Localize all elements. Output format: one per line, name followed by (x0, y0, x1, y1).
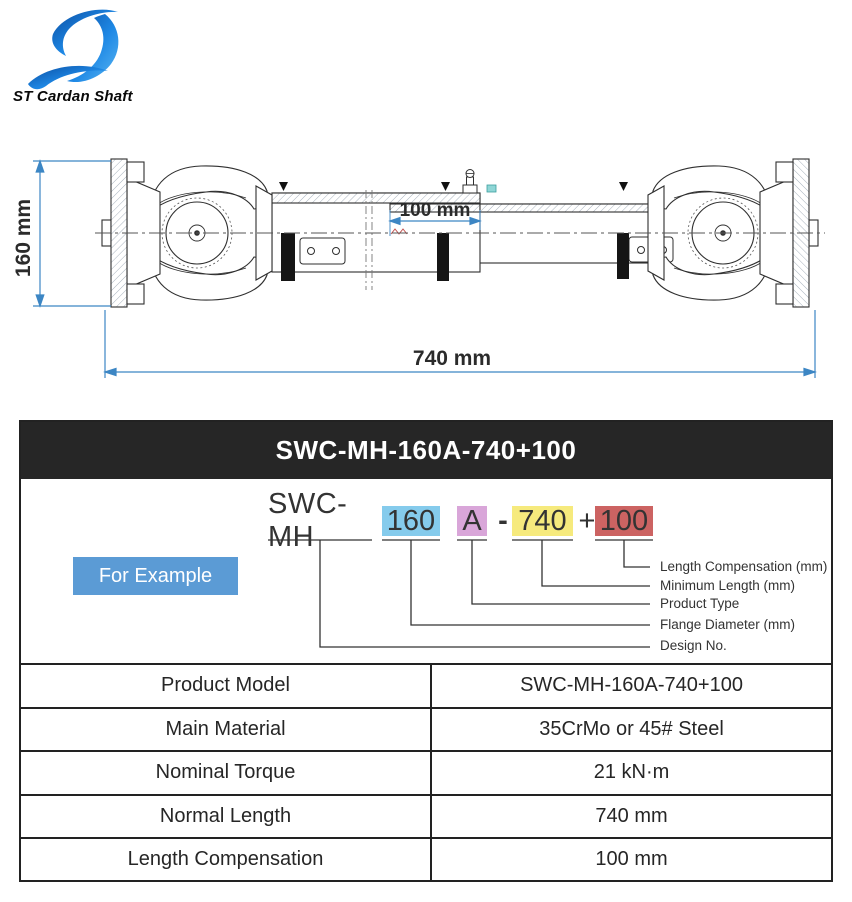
code-label-product-type: Product Type (660, 596, 740, 611)
logo-brand-text: ST Cardan Shaft (13, 88, 133, 105)
table-row (21, 838, 831, 880)
code-length-compensation: 100 (595, 506, 653, 536)
code-label-flange-diameter: Flange Diameter (mm) (660, 617, 796, 632)
spec-value-main-material: 35CrMo or 45# Steel (431, 708, 831, 752)
code-example-section (21, 479, 831, 663)
code-label-length-compensation: Length Compensation (mm) (660, 559, 828, 574)
spec-label-normal-length: Normal Length (21, 795, 431, 839)
product-card (19, 420, 833, 882)
code-design-no: SWC-MH (268, 488, 348, 553)
table-row (21, 664, 831, 708)
code-flange-diameter: 160 (382, 506, 440, 536)
spec-label-nominal-torque: Nominal Torque (21, 751, 431, 795)
weld-markers (279, 182, 628, 191)
spec-value-length-compensation: 100 mm (431, 838, 831, 880)
spec-label-product-model: Product Model (21, 664, 431, 708)
product-title: SWC-MH-160A-740+100 (21, 422, 831, 479)
technical-drawing (0, 140, 852, 405)
spec-table (21, 663, 831, 880)
dim-length-label: 740 mm (412, 347, 492, 370)
dim-compensation-label: 100 mm (399, 200, 471, 221)
spec-value-normal-length: 740 mm (431, 795, 831, 839)
code-label-minimum-length: Minimum Length (mm) (660, 578, 796, 593)
spec-label-main-material: Main Material (21, 708, 431, 752)
code-minimum-length: 740 (512, 506, 573, 536)
table-row (21, 795, 831, 839)
grease-fitting-icon (463, 170, 477, 194)
logo (8, 2, 168, 105)
code-separator-dash: - (498, 504, 508, 537)
spec-label-length-compensation: Length Compensation (21, 838, 431, 880)
spec-value-nominal-torque: 21 kN·m (431, 751, 831, 795)
logo-swoosh-icon (8, 2, 158, 92)
code-product-type: A (457, 506, 487, 536)
for-example-badge: For Example (73, 557, 238, 595)
table-row (21, 708, 831, 752)
seal-detail (487, 185, 496, 192)
dim-height-label: 160 mm (12, 198, 35, 278)
table-row (21, 751, 831, 795)
code-plus-sign: + (578, 504, 596, 537)
code-label-design-no: Design No. (660, 638, 727, 653)
spec-value-product-model: SWC-MH-160A-740+100 (431, 664, 831, 708)
